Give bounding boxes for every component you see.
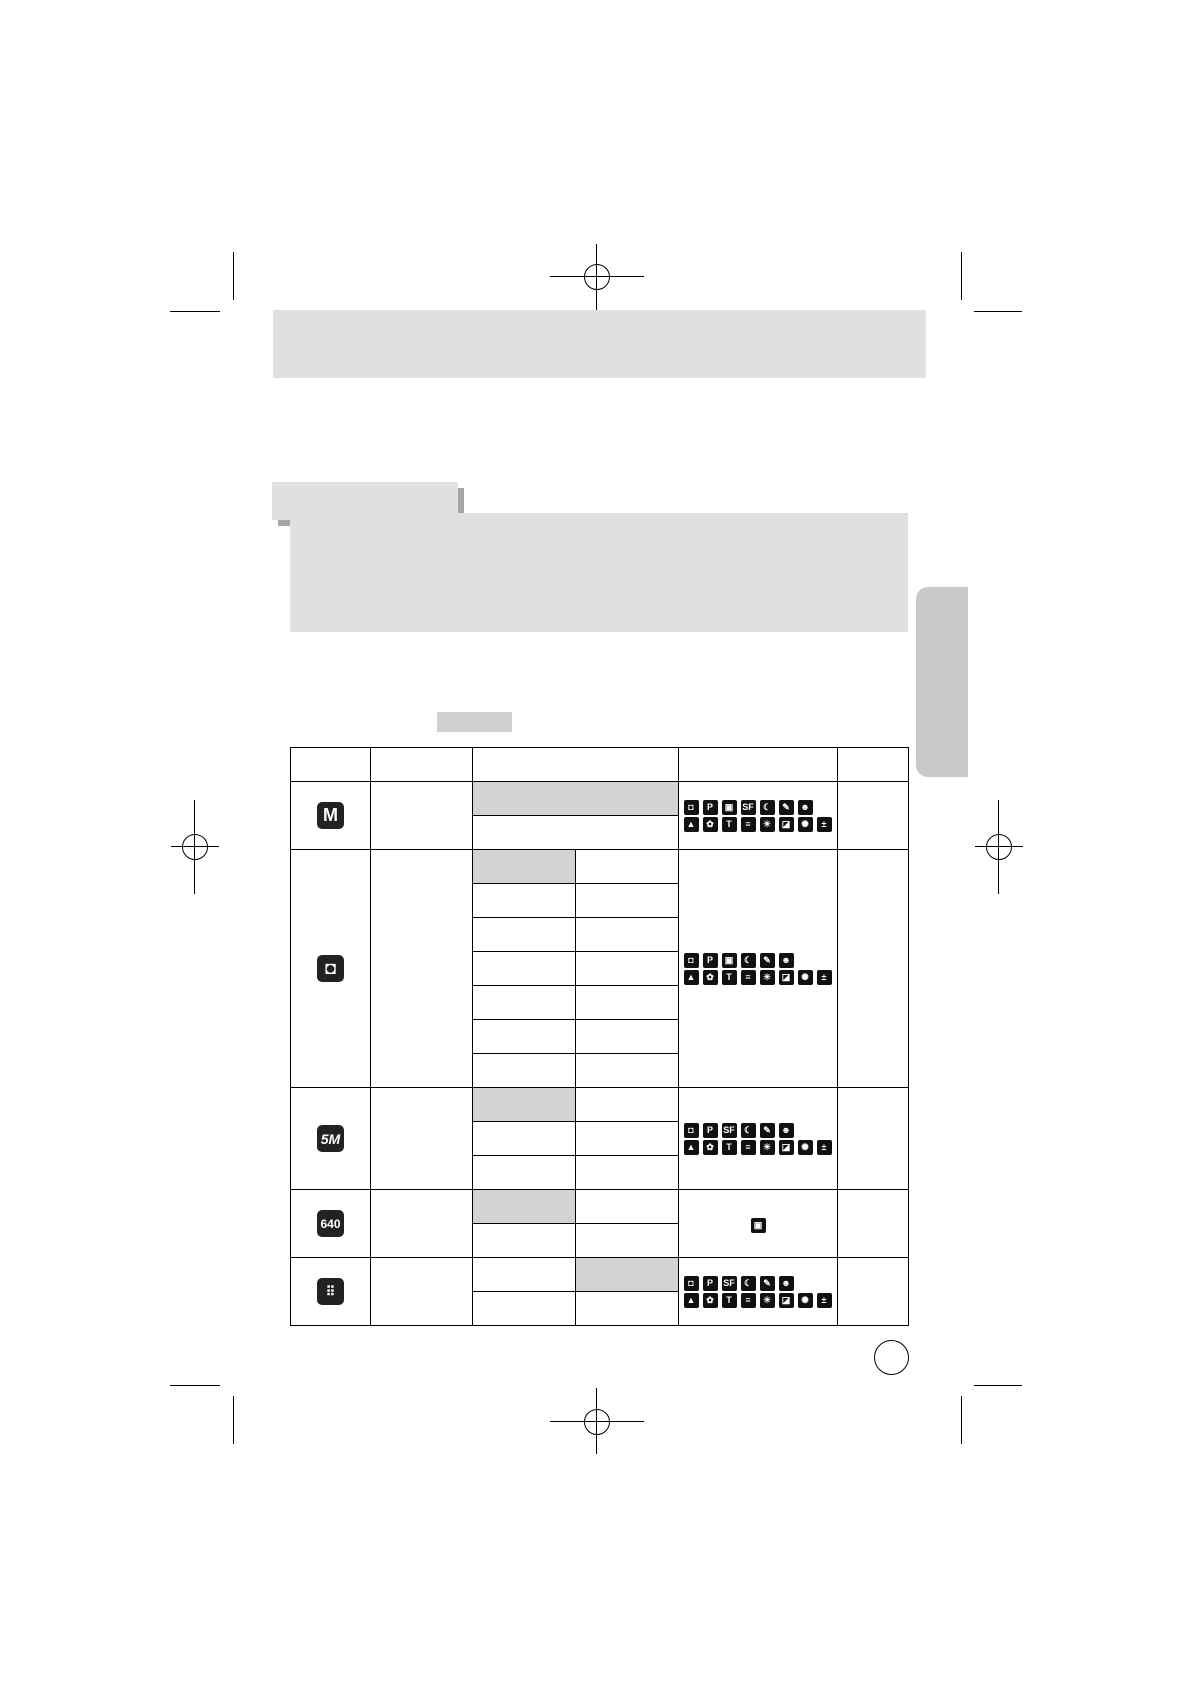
text-scene-icon: T: [722, 1293, 737, 1308]
option-cell-selected: [473, 1088, 576, 1122]
auto-scene-icon: ◘: [684, 800, 699, 815]
portrait-scene-icon: ☻: [798, 800, 813, 815]
option-cell-selected: [576, 1258, 679, 1292]
scene-icons: [679, 800, 837, 832]
option-cell: [576, 1224, 679, 1258]
pen-scene-icon: ✎: [760, 1276, 775, 1291]
option-cell: [473, 816, 679, 850]
option-cell: [473, 884, 576, 918]
option-cell: [473, 1054, 576, 1088]
side-tab: [916, 587, 968, 777]
scene-cell: [679, 850, 838, 1088]
table-cell: [371, 1190, 473, 1258]
fireworks-scene-icon: ✺: [798, 970, 813, 985]
mode-cell: [291, 1258, 371, 1326]
mode-cell: [291, 1088, 371, 1190]
landscape-scene-icon: ▲: [684, 817, 699, 832]
auto-scene-icon: ◘: [684, 953, 699, 968]
option-cell-selected: [473, 850, 576, 884]
table-cell: [838, 1088, 909, 1190]
table-header-cell: [679, 748, 838, 782]
scene-cell: [679, 1190, 838, 1258]
auto-scene-icon: ◘: [684, 1276, 699, 1291]
registration-mark: [584, 1409, 610, 1435]
text-scene-icon: T: [722, 817, 737, 832]
pen-scene-icon: ✎: [779, 800, 794, 815]
crop-mark: [974, 311, 1022, 312]
text-scene-icon: T: [722, 970, 737, 985]
macro-scene-icon: ✿: [703, 1293, 718, 1308]
movie-scene-icon: ▣: [722, 800, 737, 815]
option-cell: [473, 1020, 576, 1054]
registration-mark: [182, 834, 208, 860]
table-cell: [838, 782, 909, 850]
crop-mark: [961, 1396, 962, 1444]
backlight-scene-icon: ◪: [779, 970, 794, 985]
crop-mark: [170, 1385, 220, 1386]
beach-scene-icon: ≡: [741, 1140, 756, 1155]
landscape-scene-icon: ▲: [684, 970, 699, 985]
camera-mode-icon: ◘: [317, 955, 344, 982]
mode-cell: [291, 1190, 371, 1258]
option-cell: [473, 1156, 576, 1190]
macro-scene-icon: ✿: [703, 817, 718, 832]
option-cell: [473, 1224, 576, 1258]
program-scene-icon: P: [703, 800, 718, 815]
option-cell: [576, 986, 679, 1020]
mode-cell: [291, 850, 371, 1088]
crop-mark: [233, 252, 234, 300]
exposure-scene-icon: ±: [817, 970, 832, 985]
beach-scene-icon: ≡: [741, 1293, 756, 1308]
table-header-cell: [371, 748, 473, 782]
option-cell-selected: [473, 1190, 576, 1224]
table-header-cell: [473, 748, 679, 782]
night-scene-icon: ☾: [741, 1276, 756, 1291]
exposure-scene-icon: ±: [817, 1140, 832, 1155]
landscape-scene-icon: ▲: [684, 1293, 699, 1308]
scene-cell: [679, 1088, 838, 1190]
table-cell: [838, 1258, 909, 1326]
fireworks-scene-icon: ✺: [798, 1293, 813, 1308]
registration-mark: [986, 834, 1012, 860]
sunset-scene-icon: ☀: [760, 1140, 775, 1155]
macro-scene-icon: ✿: [703, 970, 718, 985]
pen-scene-icon: ✎: [760, 1123, 775, 1138]
backlight-scene-icon: ◪: [779, 817, 794, 832]
table-cell: [838, 1190, 909, 1258]
option-cell: [576, 884, 679, 918]
option-cell: [473, 1292, 576, 1326]
table-cell: [838, 850, 909, 1088]
table-cell: [371, 1258, 473, 1326]
sunset-scene-icon: ☀: [760, 1293, 775, 1308]
sunset-scene-icon: ☀: [760, 817, 775, 832]
registration-mark: [584, 264, 610, 290]
portrait-scene-icon: ☻: [779, 1276, 794, 1291]
table-row: [291, 1190, 909, 1224]
table-header-cell: [838, 748, 909, 782]
program-scene-icon: P: [703, 1276, 718, 1291]
exposure-scene-icon: ±: [817, 817, 832, 832]
crop-mark: [170, 311, 220, 312]
crop-mark: [961, 252, 962, 300]
backlight-scene-icon: ◪: [779, 1140, 794, 1155]
table-row: [291, 1258, 909, 1292]
sunset-scene-icon: ☀: [760, 970, 775, 985]
page-number-circle: [874, 1340, 909, 1375]
text-scene-icon: T: [722, 1140, 737, 1155]
night-scene-icon: ☾: [741, 953, 756, 968]
beach-scene-icon: ≡: [741, 817, 756, 832]
option-cell: [576, 1292, 679, 1326]
highlight-label: [437, 712, 512, 732]
option-cell: [576, 1156, 679, 1190]
table-row: [291, 850, 909, 884]
program-scene-icon: P: [703, 1123, 718, 1138]
fireworks-scene-icon: ✺: [798, 817, 813, 832]
table-cell: [371, 850, 473, 1088]
size-5m-icon: 5M: [317, 1125, 344, 1152]
option-cell: [576, 850, 679, 884]
mode-cell: [291, 782, 371, 850]
option-cell: [576, 918, 679, 952]
option-cell: [576, 1020, 679, 1054]
backlight-scene-icon: ◪: [779, 1293, 794, 1308]
portrait-scene-icon: ☻: [779, 1123, 794, 1138]
table-row: [291, 1088, 909, 1122]
movie-scene-icon: ▣: [722, 953, 737, 968]
macro-scene-icon: ✿: [703, 1140, 718, 1155]
pen-scene-icon: ✎: [760, 953, 775, 968]
table-cell: [371, 782, 473, 850]
option-cell: [576, 1054, 679, 1088]
crop-mark: [974, 1385, 1022, 1386]
table-header-row: [291, 748, 909, 782]
scene-cell: [679, 782, 838, 850]
table-header-cell: [291, 748, 371, 782]
option-cell: [473, 986, 576, 1020]
night-scene-icon: ☾: [741, 1123, 756, 1138]
option-cell: [576, 952, 679, 986]
fireworks-scene-icon: ✺: [798, 1140, 813, 1155]
table-row: [291, 782, 909, 816]
beach-scene-icon: ≡: [741, 970, 756, 985]
auto-scene-icon: ◘: [684, 1123, 699, 1138]
night-scene-icon: ☾: [760, 800, 775, 815]
settings-table: [290, 747, 909, 1326]
exposure-scene-icon: ±: [817, 1293, 832, 1308]
movie-scene-icon: ▣: [751, 1218, 766, 1233]
portrait-scene-icon: ☻: [779, 953, 794, 968]
option-cell: [473, 952, 576, 986]
option-cell: [576, 1122, 679, 1156]
option-cell-selected: [473, 782, 679, 816]
sf-scene-icon: SF: [722, 1123, 737, 1138]
grid-mode-icon: ⠿: [317, 1278, 344, 1305]
option-cell: [473, 1122, 576, 1156]
scene-icons: [679, 953, 837, 985]
option-cell: [576, 1190, 679, 1224]
info-box: [290, 513, 908, 632]
table-cell: [371, 1088, 473, 1190]
scene-icons: [679, 1276, 837, 1308]
sf-scene-icon: SF: [741, 800, 756, 815]
manual-mode-icon: M: [317, 802, 344, 829]
program-scene-icon: P: [703, 953, 718, 968]
option-cell: [473, 1258, 576, 1292]
page-title-bar: [273, 310, 926, 378]
size-640-icon: 640: [317, 1210, 344, 1237]
sf-scene-icon: SF: [722, 1276, 737, 1291]
landscape-scene-icon: ▲: [684, 1140, 699, 1155]
crop-mark: [233, 1396, 234, 1444]
option-cell: [576, 1088, 679, 1122]
option-cell: [473, 918, 576, 952]
scene-cell: [679, 1258, 838, 1326]
scene-icons: [679, 1123, 837, 1155]
